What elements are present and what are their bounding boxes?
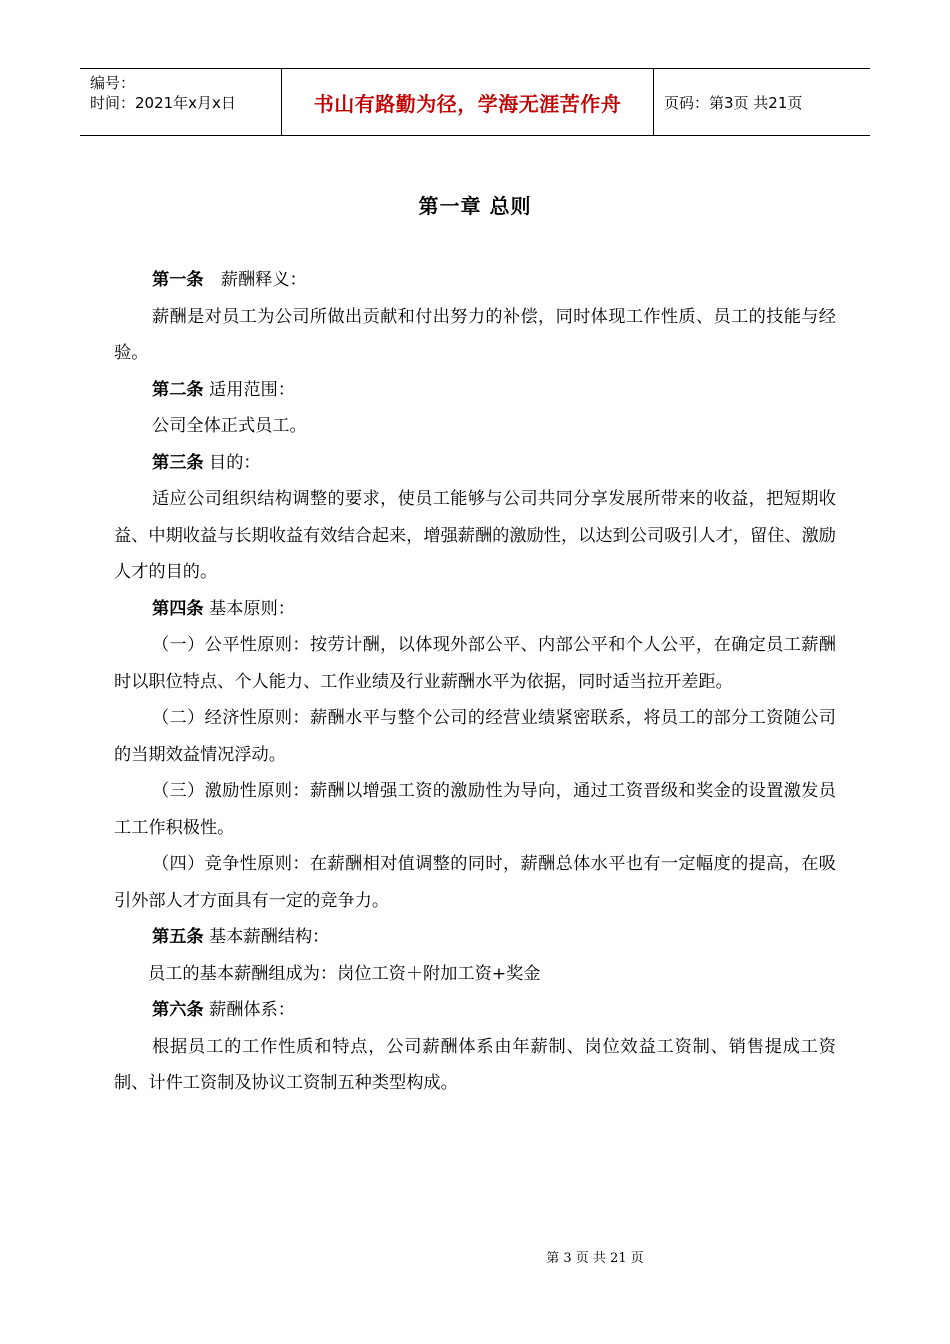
paragraph: 根据员工的工作性质和特点，公司薪酬体系由年薪制、岗位效益工资制、销售提成工资制、计件工资制及协议工资制五种类型构成。	[114, 1036, 836, 1093]
paragraph: 适应公司组织结构调整的要求，使员工能够与公司共同分享发展所带来的收益，把短期收益、中期收益与长期收益有效结合起来，增强薪酬的激励性，以达到公司吸引人才，留住、激励人才的目的。	[114, 489, 836, 582]
page-footer: 第 3 页 共 21 页	[546, 1251, 644, 1266]
article-title: 基本原则：	[209, 598, 295, 619]
article-title: 基本薪酬结构：	[209, 927, 330, 947]
chapter-title: 第一章 总则	[418, 194, 532, 218]
document-number-label: 编号：	[90, 74, 136, 92]
article-heading	[114, 591, 836, 628]
article-number: 第三条	[152, 452, 204, 473]
principle-paragraph: （四）竞争性原则：在薪酬相对值调整的同时，薪酬总体水平也有一定幅度的提高，在吸引外部人才方面具有一定的竞争力。	[114, 854, 836, 911]
paragraph: 公司全体正式员工。	[152, 416, 307, 436]
header-meta	[80, 69, 282, 135]
article-title: 目的：	[209, 452, 261, 473]
article-number: 第六条	[152, 1000, 204, 1020]
article-number: 第四条	[152, 598, 204, 619]
principle-paragraph: （三）激励性原则：薪酬以增强工资的激励性为导向，通过工资晋级和奖金的设置激发员工工作积极性。	[114, 781, 836, 838]
article-heading	[114, 919, 836, 956]
paragraph: 员工的基本薪酬组成为：岗位工资＋附加工资+奖金	[148, 963, 541, 984]
header-motto: 书山有路勤为径，学海无涯苦作舟	[282, 69, 654, 135]
article-title: 薪酬体系：	[209, 1000, 295, 1020]
article-number: 第五条	[152, 927, 204, 947]
principle-paragraph: （一）公平性原则：按劳计酬，以体现外部公平、内部公平和个人公平，在确定员工薪酬时以职位特点、个人能力、工作业绩及行业薪酬水平为依据，同时适当拉开差距。	[114, 635, 836, 692]
document-body	[114, 262, 836, 1102]
article-heading	[114, 262, 836, 299]
document-date: 时间：2021年x月x日	[90, 94, 236, 112]
article-heading	[114, 992, 836, 1029]
header-page-info: 页码：第3页 共21页	[664, 93, 803, 112]
paragraph: 薪酬是对员工为公司所做出贡献和付出努力的补偿，同时体现工作性质、员工的技能与经验。	[114, 306, 836, 363]
article-heading	[114, 372, 836, 409]
article-title: 适用范围：	[209, 379, 295, 400]
principle-paragraph: （二）经济性原则：薪酬水平与整个公司的经营业绩紧密联系，将员工的部分工资随公司的当期效益情况浮动。	[114, 708, 836, 765]
article-heading	[114, 445, 836, 482]
article-number: 第一条	[152, 270, 204, 290]
document-header	[80, 68, 870, 136]
article-title: 薪酬释义：	[220, 270, 307, 290]
article-number: 第二条	[152, 379, 204, 400]
